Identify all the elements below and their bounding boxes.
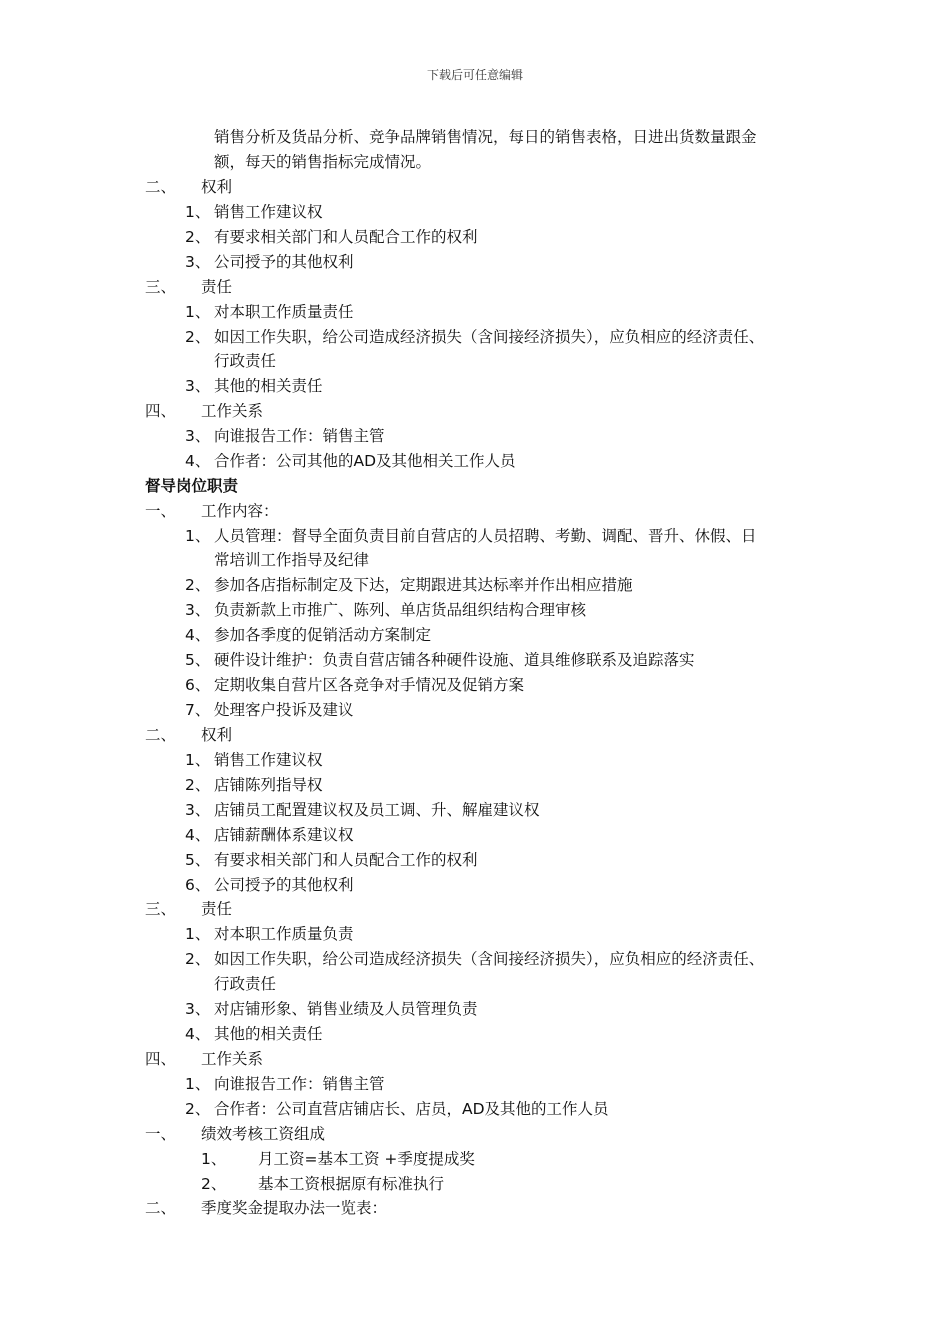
list-item: 对本职工作质量责任: [214, 303, 354, 321]
list-item-number: 3、: [185, 801, 211, 819]
list-item-continuation: 行政责任: [214, 975, 277, 993]
list-item-number: 4、: [185, 452, 211, 470]
list-item: 人员管理：督导全面负责目前自营店的人员招聘、考勤、调配、晋升、休假、日: [214, 527, 757, 545]
list-item: 硬件设计维护：负责自营店铺各种硬件设施、道具维修联系及追踪落实: [214, 651, 695, 669]
list-item: 月工资=基本工资 +季度提成奖: [258, 1150, 475, 1168]
list-item: 基本工资根据原有标准执行: [258, 1175, 445, 1193]
list-item-number: 3、: [185, 377, 211, 395]
list-item: 有要求相关部门和人员配合工作的权利: [214, 851, 478, 869]
page-header: 下载后可任意编辑: [426, 68, 523, 82]
list-item-number: 6、: [185, 876, 211, 894]
list-item-number: 2、: [185, 950, 211, 968]
section-title: 权利: [201, 178, 233, 196]
list-item-number: 1、: [185, 203, 211, 221]
list-item: 其他的相关责任: [214, 377, 323, 395]
list-item: 店铺薪酬体系建议权: [214, 826, 354, 844]
section-title: 工作内容：: [201, 502, 279, 520]
list-item-number: 3、: [185, 253, 211, 271]
list-item-number: 2、: [185, 576, 211, 594]
list-item-continuation: 常培训工作指导及纪律: [214, 551, 370, 569]
list-item: 如因工作失职，给公司造成经济损失（含间接经济损失），应负相应的经济责任、: [214, 328, 765, 346]
list-item: 销售工作建议权: [214, 751, 323, 769]
list-item: 如因工作失职，给公司造成经济损失（含间接经济损失），应负相应的经济责任、: [214, 950, 765, 968]
list-item: 其他的相关责任: [214, 1025, 323, 1043]
list-item-number: 2、: [185, 228, 211, 246]
list-item-number: 2、: [201, 1175, 227, 1193]
section-title: 责任: [201, 278, 233, 296]
section-number: 二、: [145, 726, 177, 744]
list-item-number: 1、: [185, 751, 211, 769]
section-number: 二、: [145, 1199, 177, 1217]
section-title: 季度奖金提取办法一览表：: [201, 1199, 388, 1217]
section-title: 绩效考核工资组成: [201, 1125, 326, 1143]
section-title: 工作关系: [201, 1050, 264, 1068]
list-item: 负责新款上市推广、陈列、单店货品组织结构合理审核: [214, 601, 587, 619]
list-item-number: 1、: [185, 527, 211, 545]
list-item-number: 4、: [185, 826, 211, 844]
list-item-number: 1、: [201, 1150, 227, 1168]
list-item: 定期收集自营片区各竞争对手情况及促销方案: [214, 676, 525, 694]
list-item-number: 2、: [185, 776, 211, 794]
section-number: 三、: [145, 278, 177, 296]
paragraph-line: 额，每天的销售指标完成情况。: [214, 153, 432, 171]
section-title: 责任: [201, 900, 233, 918]
list-item: 参加各店指标制定及下达，定期跟进其达标率并作出相应措施: [214, 576, 633, 594]
list-item: 公司授予的其他权利: [214, 253, 354, 271]
list-item-number: 4、: [185, 1025, 211, 1043]
list-item-number: 1、: [185, 925, 211, 943]
list-item: 销售工作建议权: [214, 203, 323, 221]
list-item: 店铺陈列指导权: [214, 776, 323, 794]
list-item-number: 7、: [185, 701, 211, 719]
section-number: 四、: [145, 402, 177, 420]
list-item: 合作者：公司直营店铺店长、店员，AD及其他的工作人员: [214, 1100, 609, 1118]
list-item-number: 2、: [185, 1100, 211, 1118]
list-item: 对店铺形象、销售业绩及人员管理负责: [214, 1000, 478, 1018]
list-item-number: 1、: [185, 1075, 211, 1093]
list-item: 有要求相关部门和人员配合工作的权利: [214, 228, 478, 246]
list-item-number: 1、: [185, 303, 211, 321]
section-number: 一、: [145, 502, 177, 520]
list-item-continuation: 行政责任: [214, 352, 277, 370]
list-item-number: 3、: [185, 1000, 211, 1018]
list-item-number: 2、: [185, 328, 211, 346]
section-number: 一、: [145, 1125, 177, 1143]
list-item-number: 6、: [185, 676, 211, 694]
paragraph-line: 销售分析及货品分析、竞争品牌销售情况，每日的销售表格，日进出货数量跟金: [214, 128, 757, 146]
section-number: 四、: [145, 1050, 177, 1068]
list-item-number: 3、: [185, 601, 211, 619]
section-number: 三、: [145, 900, 177, 918]
list-item: 向谁报告工作：销售主管: [214, 427, 385, 445]
list-item: 店铺员工配置建议权及员工调、升、解雇建议权: [214, 801, 540, 819]
list-item-number: 5、: [185, 851, 211, 869]
list-item: 对本职工作质量负责: [214, 925, 354, 943]
list-item: 向谁报告工作：销售主管: [214, 1075, 385, 1093]
list-item-number: 3、: [185, 427, 211, 445]
list-item-number: 5、: [185, 651, 211, 669]
section-title: 工作关系: [201, 402, 264, 420]
list-item: 合作者：公司其他的AD及其他相关工作人员: [214, 452, 516, 470]
section-title: 权利: [201, 726, 233, 744]
list-item-number: 4、: [185, 626, 211, 644]
list-item: 参加各季度的促销活动方案制定: [214, 626, 432, 644]
list-item: 处理客户投诉及建议: [214, 701, 354, 719]
section-heading: 督导岗位职责: [145, 477, 239, 495]
list-item: 公司授予的其他权利: [214, 876, 354, 894]
section-number: 二、: [145, 178, 177, 196]
